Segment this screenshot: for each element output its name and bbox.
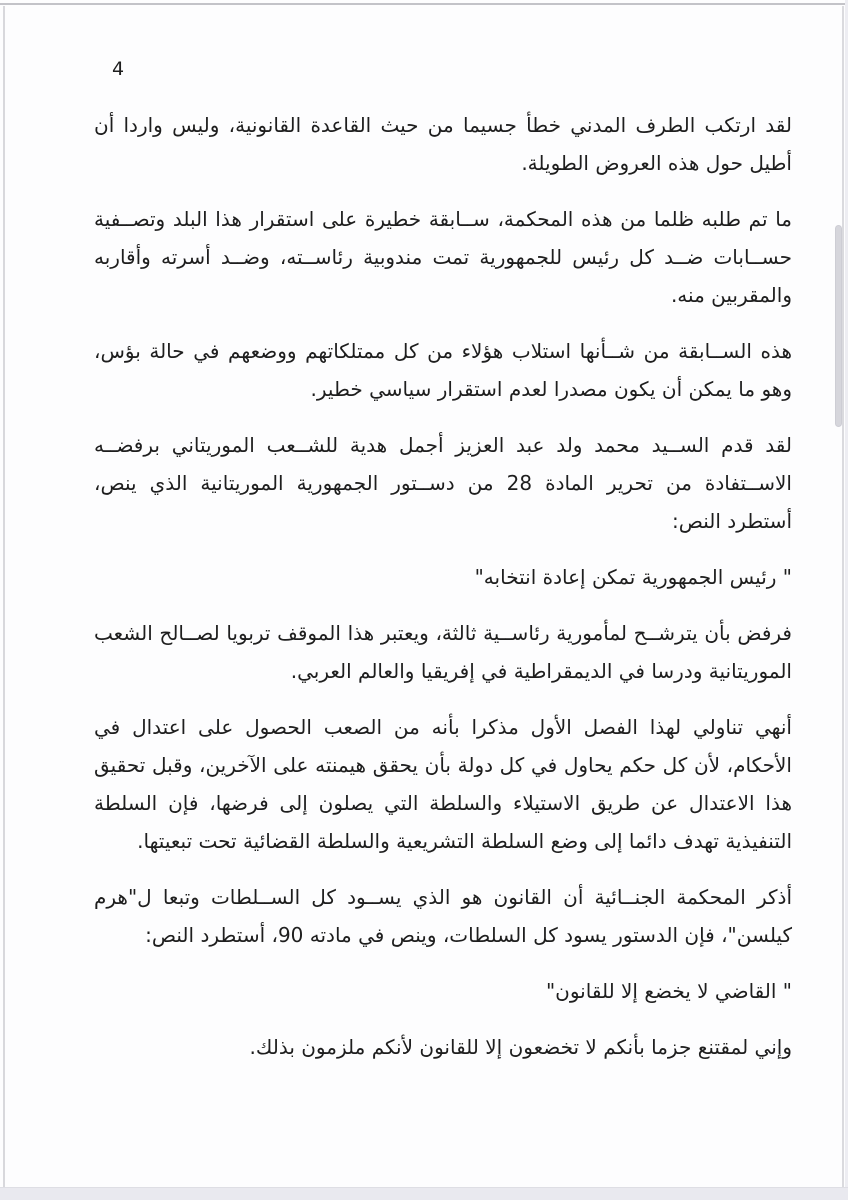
page-left-edge	[3, 6, 5, 1188]
paragraph-5: فرفض بأن يترشــح لمأمورية رئاســية ثالثة، ويعتبر هذا الموقف تربويا لصــالح الشعب الموريتانية ودرسا في الديمقراطية في إفريقيا والعالم العربي.	[94, 621, 792, 683]
page-right-edge	[842, 6, 844, 1200]
paragraph-4: لقد قدم الســيد محمد ولد عبد العزيز أجمل هدية للشــعب الموريتاني برفضــه الاســتفادة من تحرير المادة 28 من دســتور الجمهورية الموريتانية الذي ينص، أستطرد النص:	[94, 433, 792, 533]
page-top-edge	[0, 3, 848, 5]
scrollbar-thumb[interactable]	[835, 225, 842, 427]
paragraph-2: ما تم طلبه ظلما من هذه المحكمة، ســابقة خطيرة على استقرار هذا البلد وتصــفية حســابات ضــد كل رئيس للجمهورية تمت مندوبية رئاســته، وضــد أسرته وأقاربه والمقربين منه.	[94, 207, 792, 307]
quoted-text-1: " رئيس الجمهورية تمكن إعادة انتخابه"	[474, 565, 792, 589]
document-page	[94, 56, 792, 1084]
page-bottom-edge	[0, 1187, 848, 1200]
paragraph-3: هذه الســابقة من شــأنها استلاب هؤلاء من كل ممتلكاتهم ووضعهم في حالة بؤس، وهو ما يمكن أن يكون مصدرا لعدم استقرار سياسي خطير.	[94, 339, 792, 401]
paragraph-1: لقد ارتكب الطرف المدني خطأ جسيما من حيث القاعدة القانونية، وليس واردا أن أطيل حول هذه العروض الطويلة.	[94, 113, 792, 175]
paragraph-6: أنهي تناولي لهذا الفصل الأول مذكرا بأنه من الصعب الحصول على اعتدال في الأحكام، لأن كل حكم يحاول في كل دولة بأن يحقق هيمنته على الآخرين، وقبل تحقيق هذا الاعتدال عن طريق الاستيلاء والسلطة التي يصلون إلى فرضها، فإن السلطة التنفيذية تهدف دائما إلى وضع السلطة التشريعية والسلطة القضائية تحت تبعيتها.	[94, 715, 792, 853]
paragraph-7: أذكر المحكمة الجنــائية أن القانون هو الذي يســود كل الســلطات وتبعا ل"هرم كيلسن"، فإن الدستور يسود كل السلطات، وينص في مادته 90، أستطرد النص:	[94, 885, 792, 947]
quoted-text-2: " القاضي لا يخضع إلا للقانون"	[545, 979, 792, 1003]
page-number: 4	[112, 58, 125, 80]
paragraph-8: وإني لمقتنع جزما بأنكم لا تخضعون إلا للقانون لأنكم ملزمون بذلك.	[249, 1035, 792, 1059]
